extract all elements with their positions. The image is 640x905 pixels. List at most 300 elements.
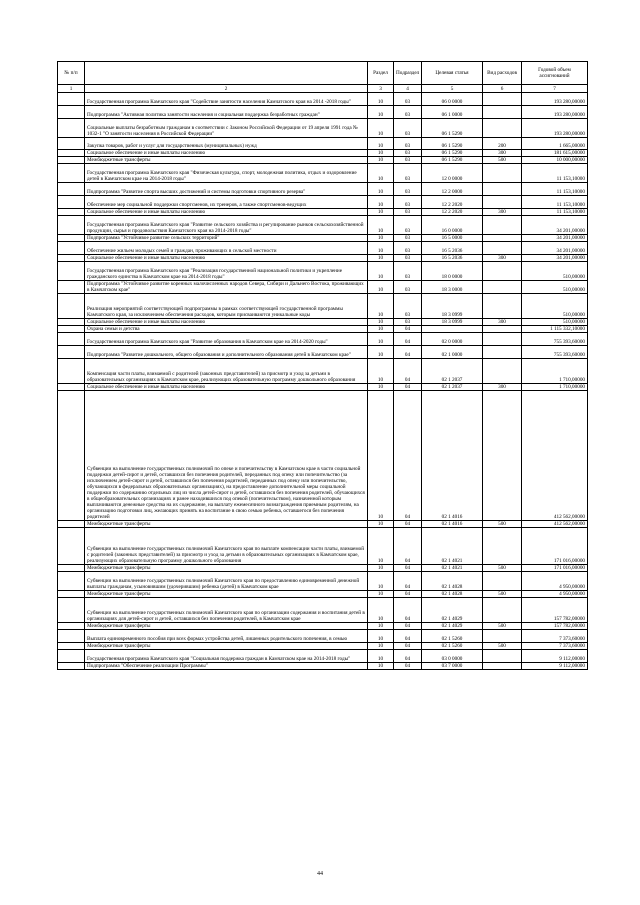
row-section: 10 <box>368 319 394 326</box>
row-number <box>58 326 85 333</box>
row-subsection: 04 <box>394 591 422 598</box>
row-amount: 4 950,00000 <box>522 572 588 591</box>
row-expense-type: 500 <box>483 591 522 598</box>
row-section: 10 <box>368 119 394 138</box>
table-row <box>58 93 588 106</box>
table-row <box>58 164 588 183</box>
row-expense-type: 500 <box>483 643 522 650</box>
row-amount: 1 665,00000 <box>522 138 588 150</box>
row-subsection: 04 <box>394 643 422 650</box>
row-subsection: 03 <box>394 281 422 294</box>
table-row <box>58 209 588 216</box>
row-section: 10 <box>368 242 394 255</box>
row-expense-type <box>483 346 522 359</box>
row-expense-type <box>483 630 522 643</box>
table-row <box>58 294 588 319</box>
row-section: 10 <box>368 663 394 670</box>
row-section: 10 <box>368 196 394 209</box>
column-index: 5 <box>422 85 483 93</box>
row-target-article: 06 1 0000 <box>422 106 483 119</box>
row-number <box>58 119 85 138</box>
row-target-article: 18 3 0000 <box>422 281 483 294</box>
table-body <box>58 93 588 670</box>
row-section: 10 <box>368 572 394 591</box>
column-index: 4 <box>394 85 422 93</box>
row-number <box>58 209 85 216</box>
row-number <box>58 346 85 359</box>
row-name: Социальное обеспечение и иные выплаты населению <box>85 384 368 391</box>
row-name: Социальное обеспечение и иные выплаты населению <box>85 150 368 157</box>
table-row <box>58 591 588 598</box>
row-amount: 11 153,10000 <box>522 196 588 209</box>
row-amount: 34 201,00000 <box>522 242 588 255</box>
header-expense-type: Вид расходов <box>483 62 522 85</box>
row-amount: 1 710,00000 <box>522 359 588 384</box>
row-amount: 510,00000 <box>522 262 588 281</box>
row-name: Подпрограмма "Обеспечение реализации Программы" <box>85 663 368 670</box>
row-section: 10 <box>368 262 394 281</box>
row-number <box>58 294 85 319</box>
row-target-article: 02 1 5260 <box>422 643 483 650</box>
table-row <box>58 384 588 391</box>
row-expense-type: 500 <box>483 521 522 528</box>
row-target-article: 06 1 5290 <box>422 157 483 164</box>
row-number <box>58 650 85 663</box>
row-name: Закупка товаров, работ и услуг для государственных (муниципальных) нужд <box>85 138 368 150</box>
row-subsection: 04 <box>394 528 422 565</box>
row-expense-type <box>483 242 522 255</box>
table-row <box>58 572 588 591</box>
row-amount: 1 710,00000 <box>522 384 588 391</box>
row-target-article: 18 3 0999 <box>422 319 483 326</box>
row-name: Межбюджетные трансферты <box>85 591 368 598</box>
row-amount: 755 393,60000 <box>522 333 588 346</box>
row-target-article: 02 1 4016 <box>422 521 483 528</box>
row-amount: 510,00000 <box>522 319 588 326</box>
table-row <box>58 196 588 209</box>
column-index: 1 <box>58 85 85 93</box>
column-index: 6 <box>483 85 522 93</box>
row-target-article: 02 1 2037 <box>422 384 483 391</box>
row-target-article: 06 1 5290 <box>422 119 483 138</box>
table-row <box>58 346 588 359</box>
row-expense-type <box>483 326 522 333</box>
row-expense-type: 500 <box>483 623 522 630</box>
row-target-article: 18 0 0000 <box>422 262 483 281</box>
row-subsection: 03 <box>394 106 422 119</box>
table-row <box>58 319 588 326</box>
table-row <box>58 528 588 565</box>
row-name: Подпрограмма "Устойчивое развитие сельских территорий" <box>85 235 368 242</box>
row-number <box>58 281 85 294</box>
row-target-article: 06 0 0000 <box>422 93 483 106</box>
row-amount: 171 016,00000 <box>522 528 588 565</box>
row-target-article: 12 0 0000 <box>422 164 483 183</box>
page-number: 44 <box>317 871 323 877</box>
row-number <box>58 598 85 623</box>
row-expense-type <box>483 196 522 209</box>
header-annual-amount: Годовой объем ассигнований <box>522 62 588 85</box>
row-subsection: 04 <box>394 359 422 384</box>
row-subsection: 03 <box>394 138 422 150</box>
row-name: Подпрограмма "Устойчивое развитие коренных малочисленных народов Севера, Сибири и Дальнего Востока, проживающих в Камчатском крае" <box>85 281 368 294</box>
row-amount: 11 153,10000 <box>522 209 588 216</box>
table-row <box>58 106 588 119</box>
row-name: Государственная программа Камчатского края "Реализация государственной национальной политики и укрепление гражданского единства в Камчатском крае на 2014-2018 годы" <box>85 262 368 281</box>
row-number <box>58 319 85 326</box>
table-row <box>58 235 588 242</box>
row-section: 10 <box>368 157 394 164</box>
row-target-article: 16 5 2036 <box>422 242 483 255</box>
table-row <box>58 663 588 670</box>
table-row <box>58 216 588 235</box>
row-section: 10 <box>368 346 394 359</box>
table-row <box>58 157 588 164</box>
row-name: Государственная программа Камчатского края "Социальная поддержка граждан в Камчатском крае на 2014-2018 годы" <box>85 650 368 663</box>
row-amount: 157 782,00000 <box>522 598 588 623</box>
row-target-article: 16 5 0000 <box>422 235 483 242</box>
row-section: 10 <box>368 591 394 598</box>
table-row <box>58 359 588 384</box>
row-section: 10 <box>368 623 394 630</box>
row-number <box>58 643 85 650</box>
row-target-article: 02 1 2037 <box>422 359 483 384</box>
column-index: 2 <box>85 85 368 93</box>
row-subsection: 03 <box>394 235 422 242</box>
row-target-article: 16 5 2036 <box>422 255 483 262</box>
row-subsection: 03 <box>394 262 422 281</box>
row-expense-type: 200 <box>483 138 522 150</box>
row-expense-type <box>483 119 522 138</box>
row-number <box>58 196 85 209</box>
table-row <box>58 119 588 138</box>
row-amount: 11 153,10000 <box>522 164 588 183</box>
row-target-article: 02 1 4028 <box>422 591 483 598</box>
row-target-article: 02 1 0000 <box>422 346 483 359</box>
row-expense-type <box>483 650 522 663</box>
row-expense-type: 300 <box>483 319 522 326</box>
row-number <box>58 242 85 255</box>
row-amount: 510,00000 <box>522 294 588 319</box>
row-section: 10 <box>368 643 394 650</box>
row-name: Подпрограмма "Активная политика занятости населения и социальная поддержка безработных граждан" <box>85 106 368 119</box>
row-section: 10 <box>368 521 394 528</box>
table-row <box>58 391 588 521</box>
row-number <box>58 235 85 242</box>
row-target-article: 12 2 2020 <box>422 196 483 209</box>
row-number <box>58 565 85 572</box>
table-row <box>58 255 588 262</box>
row-name: Межбюджетные трансферты <box>85 157 368 164</box>
row-subsection: 04 <box>394 623 422 630</box>
row-target-article: 02 1 4016 <box>422 391 483 521</box>
row-name: Обеспечение жильем молодых семей и граждан, проживающих в сельской местности <box>85 242 368 255</box>
column-index-row <box>58 85 588 93</box>
row-subsection: 03 <box>394 150 422 157</box>
table-row <box>58 643 588 650</box>
row-expense-type <box>483 663 522 670</box>
column-index: 3 <box>368 85 394 93</box>
row-subsection: 04 <box>394 333 422 346</box>
table-row <box>58 623 588 630</box>
row-amount: 181 615,00000 <box>522 150 588 157</box>
row-name: Государственная программа Камчатского края "Физическая культура, спорт, молодежная политика, отдых и оздоровление детей в Камчатском крае на 2014-2018 годы" <box>85 164 368 183</box>
row-subsection: 03 <box>394 242 422 255</box>
row-subsection: 04 <box>394 663 422 670</box>
row-name: Социальное обеспечение и иные выплаты населению <box>85 209 368 216</box>
row-section: 10 <box>368 391 394 521</box>
row-expense-type: 300 <box>483 150 522 157</box>
row-section: 10 <box>368 235 394 242</box>
row-subsection: 03 <box>394 209 422 216</box>
row-expense-type <box>483 333 522 346</box>
row-subsection: 03 <box>394 319 422 326</box>
row-number <box>58 164 85 183</box>
row-subsection: 03 <box>394 119 422 138</box>
row-number <box>58 391 85 521</box>
row-subsection: 04 <box>394 630 422 643</box>
row-target-article: 02 1 4029 <box>422 598 483 623</box>
row-expense-type <box>483 391 522 521</box>
row-section: 10 <box>368 164 394 183</box>
table-row <box>58 650 588 663</box>
header-row <box>58 62 588 85</box>
table-row <box>58 138 588 150</box>
row-amount: 34 201,00000 <box>522 216 588 235</box>
row-name: Охрана семьи и детства <box>85 326 368 333</box>
row-target-article: 02 1 4029 <box>422 623 483 630</box>
row-number <box>58 93 85 106</box>
row-amount: 171 016,00000 <box>522 565 588 572</box>
row-section: 10 <box>368 106 394 119</box>
row-name: Социальное обеспечение и иные выплаты населению <box>85 255 368 262</box>
row-subsection: 03 <box>394 294 422 319</box>
row-target-article: 03 7 0000 <box>422 663 483 670</box>
table-row <box>58 326 588 333</box>
row-section: 10 <box>368 565 394 572</box>
row-section: 10 <box>368 294 394 319</box>
row-amount: 34 201,00000 <box>522 235 588 242</box>
row-target-article: 12 2 0000 <box>422 183 483 196</box>
row-number <box>58 183 85 196</box>
row-section: 10 <box>368 384 394 391</box>
row-name: Межбюджетные трансферты <box>85 521 368 528</box>
row-number <box>58 591 85 598</box>
row-section: 10 <box>368 630 394 643</box>
row-section: 10 <box>368 326 394 333</box>
row-name: Субвенции на выполнение государственных полномочий Камчатского края по выплате компенсации части платы, взимаемой с родителей (законных представителей) за присмотр и уход за детьми в образовательных организациях в Камчатском крае, реализующих образовательную программу дошкольного образования <box>85 528 368 565</box>
header-subsection: Подраздел <box>394 62 422 85</box>
row-expense-type: 300 <box>483 209 522 216</box>
row-section: 10 <box>368 138 394 150</box>
row-expense-type <box>483 183 522 196</box>
row-section: 10 <box>368 333 394 346</box>
row-expense-type <box>483 93 522 106</box>
row-name: Межбюджетные трансферты <box>85 643 368 650</box>
row-name: Выплата единовременного пособия при всех формах устройства детей, лишенных родительского попечения, в семью <box>85 630 368 643</box>
row-subsection: 03 <box>394 164 422 183</box>
row-name: Реализация мероприятий соответствующей подпрограммы в рамках соответствующей государственной программы Камчатского края, за исключением обеспечения расходов, которым присваиваются уникальные коды <box>85 294 368 319</box>
row-expense-type: 300 <box>483 255 522 262</box>
row-subsection: 03 <box>394 93 422 106</box>
row-number <box>58 623 85 630</box>
row-section: 10 <box>368 359 394 384</box>
row-name: Компенсация части платы, взимаемой с родителей (законных представителей) за присмотр и уход за детьми в образовательных организациях в Камчатском крае, реализующих образовательную программу дошкольного образования <box>85 359 368 384</box>
row-expense-type <box>483 281 522 294</box>
table-row <box>58 565 588 572</box>
row-amount: 193 280,00000 <box>522 119 588 138</box>
table-row <box>58 630 588 643</box>
row-expense-type <box>483 106 522 119</box>
row-name: Социальные выплаты безработным гражданам в соответствии с Законом Российской Федерации от 19 апреля 1991 года № 1032-1 "О занятости населения в Российской Федерации" <box>85 119 368 138</box>
row-amount: 4 950,00000 <box>522 591 588 598</box>
row-name: Межбюджетные трансферты <box>85 565 368 572</box>
row-number <box>58 106 85 119</box>
row-amount: 7 373,60000 <box>522 643 588 650</box>
row-name: Субвенции на выполнение государственных полномочий Камчатского края по предоставлению единовременной денежной выплаты гражданам, усыновившим (удочерившим) ребенка (детей) в Камчатском крае <box>85 572 368 591</box>
row-expense-type <box>483 598 522 623</box>
row-target-article: 02 1 4021 <box>422 565 483 572</box>
row-subsection: 03 <box>394 196 422 209</box>
row-subsection: 04 <box>394 326 422 333</box>
row-name: Государственная программа Камчатского края "Содействие занятости населения Камчатского края на 2014 -2018 годы" <box>85 93 368 106</box>
row-target-article: 06 1 5290 <box>422 150 483 157</box>
row-number <box>58 150 85 157</box>
row-section: 10 <box>368 150 394 157</box>
row-name: Обеспечение мер социальной поддержки спортсменов, их тренеров, а также спортсменов-ведущих <box>85 196 368 209</box>
row-expense-type <box>483 216 522 235</box>
row-name: Межбюджетные трансферты <box>85 623 368 630</box>
column-index: 7 <box>522 85 588 93</box>
table-row <box>58 521 588 528</box>
row-section: 10 <box>368 183 394 196</box>
header-number: № п/п <box>58 62 85 85</box>
row-expense-type: 500 <box>483 565 522 572</box>
row-expense-type <box>483 572 522 591</box>
row-expense-type <box>483 262 522 281</box>
row-amount: 193 280,00000 <box>522 106 588 119</box>
row-amount: 193 280,00000 <box>522 93 588 106</box>
row-amount: 9 112,00000 <box>522 650 588 663</box>
row-subsection: 03 <box>394 216 422 235</box>
row-subsection: 04 <box>394 572 422 591</box>
row-subsection: 04 <box>394 391 422 521</box>
row-number <box>58 157 85 164</box>
row-section: 10 <box>368 650 394 663</box>
row-amount: 510,00000 <box>522 281 588 294</box>
row-subsection: 04 <box>394 598 422 623</box>
row-subsection: 03 <box>394 255 422 262</box>
row-section: 10 <box>368 216 394 235</box>
row-amount: 157 782,00000 <box>522 623 588 630</box>
row-amount: 7 373,60000 <box>522 630 588 643</box>
row-name: Субвенции на выполнение государственных полномочий Камчатского края по организации содержания и воспитания детей в организациях для детей-сирот и детей, оставшихся без попечения родителей, в Камчатском крае <box>85 598 368 623</box>
row-subsection: 04 <box>394 565 422 572</box>
row-number <box>58 384 85 391</box>
row-number <box>58 333 85 346</box>
row-expense-type <box>483 359 522 384</box>
row-amount: 755 393,60000 <box>522 346 588 359</box>
row-amount: 34 201,00000 <box>522 255 588 262</box>
row-name: Государственная программа Камчатского края "Развитие образования в Камчатском крае на 2014-2020 годы" <box>85 333 368 346</box>
row-section: 10 <box>368 255 394 262</box>
row-name: Подпрограмма "Развитие дошкольного, общего образования и дополнительного образования детей в Камчатском крае" <box>85 346 368 359</box>
row-target-article: 12 2 2020 <box>422 209 483 216</box>
row-target-article: 06 1 5290 <box>422 138 483 150</box>
row-number <box>58 630 85 643</box>
row-target-article: 02 0 0000 <box>422 333 483 346</box>
row-expense-type <box>483 294 522 319</box>
row-number <box>58 663 85 670</box>
row-section: 10 <box>368 281 394 294</box>
row-section: 10 <box>368 93 394 106</box>
table-row <box>58 242 588 255</box>
header-target-article: Целевая статья <box>422 62 483 85</box>
row-subsection: 04 <box>394 346 422 359</box>
table-row <box>58 281 588 294</box>
row-expense-type <box>483 164 522 183</box>
row-amount: 412 562,00000 <box>522 391 588 521</box>
row-amount: 11 153,10000 <box>522 183 588 196</box>
row-number <box>58 359 85 384</box>
row-amount: 9 112,00000 <box>522 663 588 670</box>
row-name: Социальное обеспечение и иные выплаты населению <box>85 319 368 326</box>
row-subsection: 04 <box>394 521 422 528</box>
row-number <box>58 255 85 262</box>
row-number <box>58 521 85 528</box>
row-subsection: 03 <box>394 183 422 196</box>
row-amount: 10 000,00000 <box>522 157 588 164</box>
row-number <box>58 216 85 235</box>
row-amount: 1 115 332,10000 <box>522 326 588 333</box>
row-section: 10 <box>368 598 394 623</box>
row-expense-type <box>483 528 522 565</box>
row-target-article: 02 1 4028 <box>422 572 483 591</box>
row-number <box>58 262 85 281</box>
header-section: Раздел <box>368 62 394 85</box>
row-section: 10 <box>368 209 394 216</box>
row-number <box>58 528 85 565</box>
budget-table-sheet <box>57 61 587 670</box>
header-name <box>85 62 368 85</box>
row-number <box>58 138 85 150</box>
row-section: 10 <box>368 528 394 565</box>
row-number <box>58 572 85 591</box>
row-expense-type: 300 <box>483 384 522 391</box>
table-row <box>58 333 588 346</box>
table-row <box>58 598 588 623</box>
row-name: Государственная программа Камчатского края "Развитие сельского хозяйства и регулирование рынков сельскохозяйственной продукции, сырья и продовольствия Камчатского края на 2014-2018 годы" <box>85 216 368 235</box>
row-target-article: 18 3 0999 <box>422 294 483 319</box>
row-target-article <box>422 326 483 333</box>
row-subsection: 03 <box>394 157 422 164</box>
row-subsection: 04 <box>394 384 422 391</box>
row-expense-type: 500 <box>483 157 522 164</box>
row-target-article: 03 0 0000 <box>422 650 483 663</box>
row-target-article: 02 1 5260 <box>422 630 483 643</box>
row-subsection: 04 <box>394 650 422 663</box>
row-target-article: 02 1 4021 <box>422 528 483 565</box>
table-row <box>58 262 588 281</box>
row-name: Субвенции на выполнение государственных полномочий по опеке и попечительству в Камчатском крае в части социальной поддержки детей-сирот и детей, оставшихся без попечения родителей, переданных под опеку или попечительство (за исключением детей-сирот и детей, оставшихся без попечения родителей, переданных под опеку или попечительство, обучающихся в федеральных образовательных организациях), на предоставление дополнительной меры социальной поддержки по содержанию отдельных лиц из числа детей-сирот и детей, оставшихся без попечения родителей, обучающихся в общеобразовательных организациях и ранее находившихся под опекой (попечительством), назначенной которым выплачиваются денежные средства на их содержание, на выплату ежемесячного вознаграждения приемным родителям, на организацию подготовки лиц, желающих принять на воспитание в свою семью ребенка, оставшегося без попечения родителей <box>85 391 368 521</box>
row-expense-type <box>483 235 522 242</box>
row-name: Подпрограмма "Развитие спорта высших достижений и системы подготовки спортивного резерва" <box>85 183 368 196</box>
table-row <box>58 183 588 196</box>
row-amount: 412 562,00000 <box>522 521 588 528</box>
table-row <box>58 150 588 157</box>
row-target-article: 16 0 0000 <box>422 216 483 235</box>
budget-table <box>57 61 588 670</box>
